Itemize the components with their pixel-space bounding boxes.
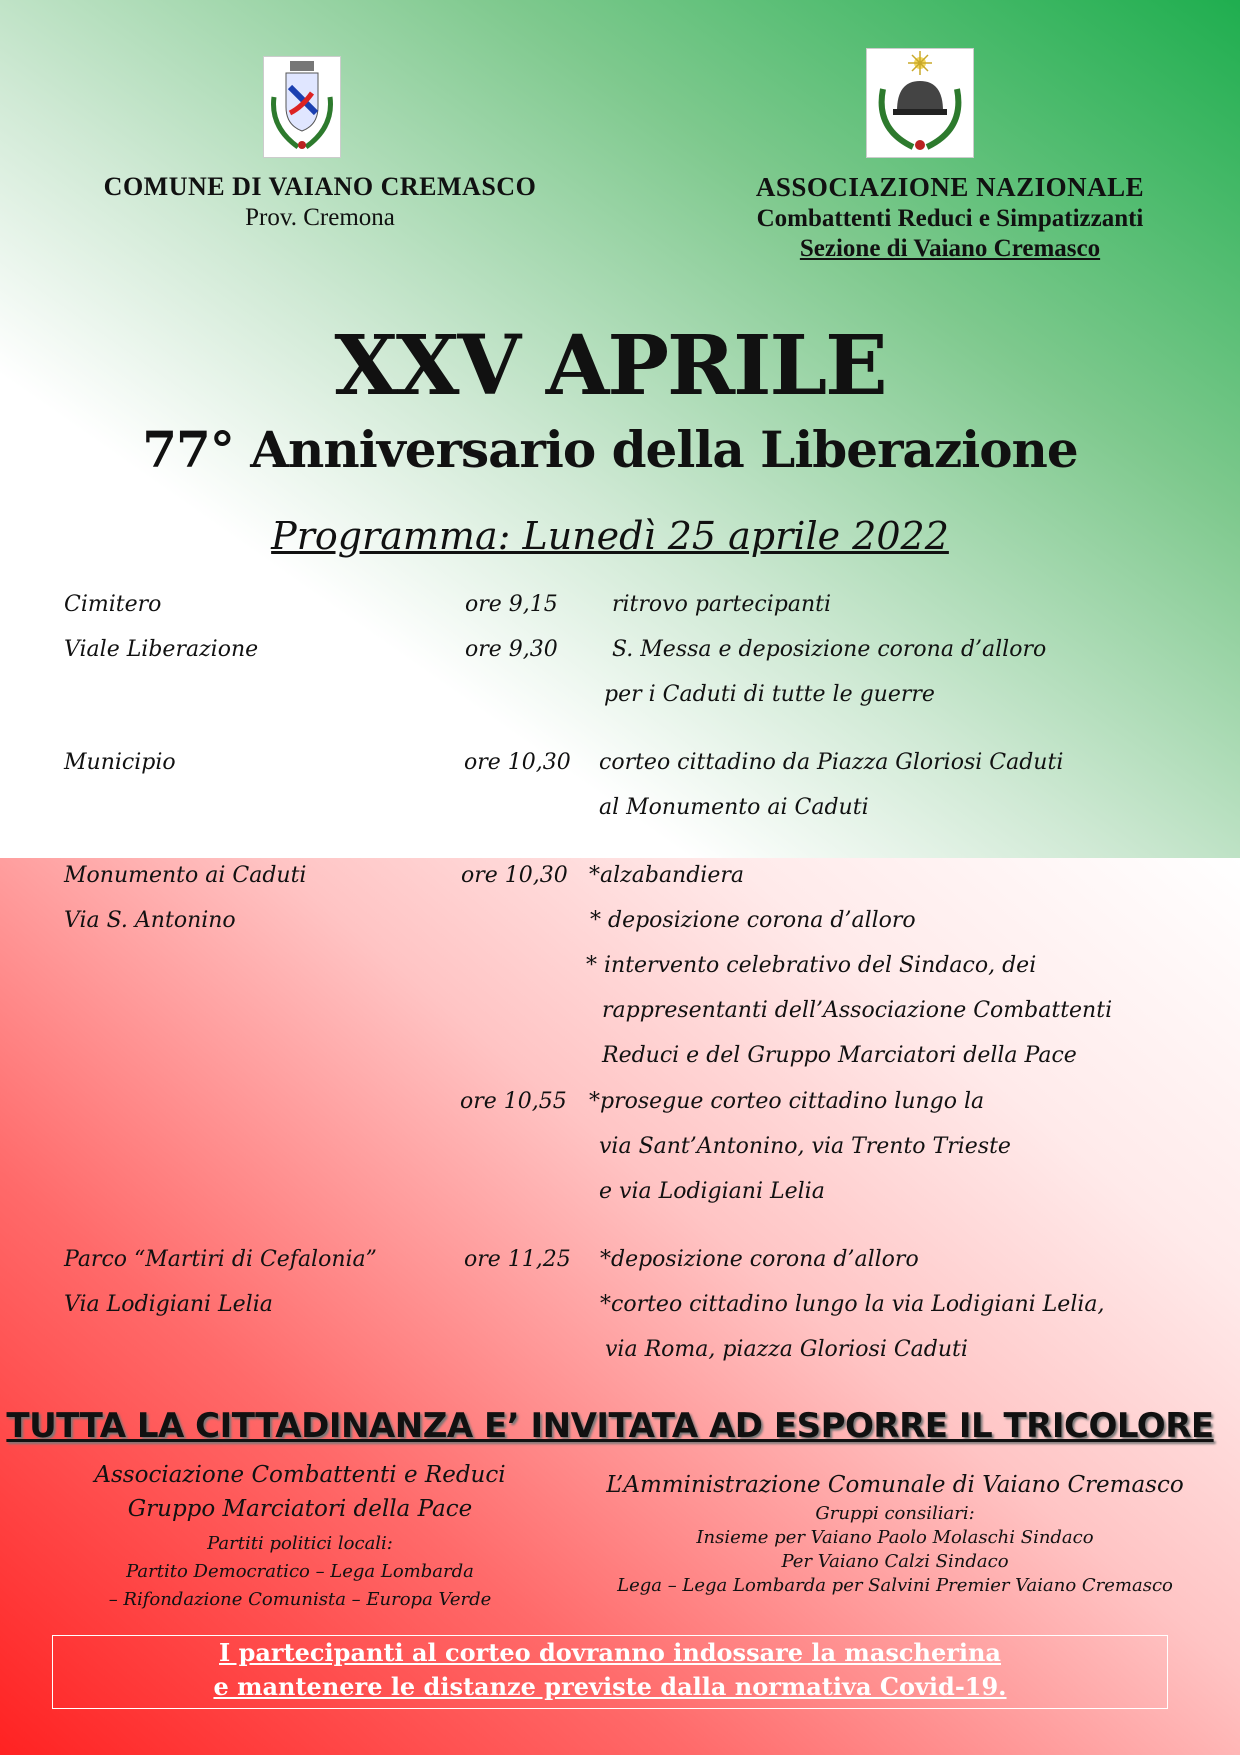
program-place: Viale Liberazione [64,637,259,662]
sig-right-line2: Gruppi consiliari: [815,1503,975,1524]
program-desc: rappresentanti dell’Associazione Combattenti [602,998,1113,1023]
sig-right-line1: L’Amministrazione Comunale di Vaiano Cremasco [606,1472,1184,1498]
association-section: Sezione di Vaiano Cremasco [799,235,1101,262]
header-left [40,172,600,232]
program-desc: *deposizione corona d’alloro [600,1247,919,1272]
program-desc: *prosegue corteo cittadino lungo la [589,1089,985,1114]
page-subtitle: 77° Anniversario della Liberazione [142,420,1078,479]
tricolore-banner: TUTTA LA CITTADINANZA E’ INVITATA AD ESPORRE IL TRICOLORE [6,1406,1214,1446]
program-desc: S. Messa e deposizione corona d’alloro [612,637,1047,662]
program-time: ore 10,30 [461,863,568,888]
sig-left-line3: Partiti politici locali: [207,1533,393,1554]
association-subtitle: Combattenti Reduci e Simpatizzanti [756,205,1144,232]
program-desc: via Roma, piazza Gloriosi Caduti [605,1337,968,1362]
association-emblem-icon [866,48,974,158]
program-place: Parco “Martiri di Cefalonia” [64,1247,377,1272]
sig-right-line3: Insieme per Vaiano Paolo Molaschi Sindaco [696,1527,1094,1548]
comune-coat-of-arms-icon [263,56,341,158]
signature-left [40,1458,560,1614]
program-desc: *corteo cittadino lungo la via Lodigiani Lelia, [600,1292,1105,1317]
sig-right-line4: Per Vaiano Calzi Sindaco [781,1551,1009,1572]
program-desc: Reduci e del Gruppo Marciatori della Pace [602,1043,1077,1068]
covid-notice [52,1635,1168,1709]
program-desc: via Sant’Antonino, via Trento Trieste [599,1134,1011,1159]
program-place: Cimitero [64,592,162,617]
program-desc: * deposizione corona d’alloro [590,908,916,933]
program-place: Via Lodigiani Lelia [64,1292,273,1317]
comune-province: Prov. Cremona [245,204,395,231]
signature-right [585,1468,1205,1598]
programma-heading: Programma: Lunedì 25 aprile 2022 [271,514,949,558]
sig-left-line5: – Rifondazione Comunista – Europa Verde [108,1589,492,1610]
header-right [700,172,1200,263]
program-time: ore 11,25 [464,1247,571,1272]
page-title: XXV APRILE [334,318,886,414]
program-place: Municipio [64,750,176,775]
program-time: ore 9,30 [465,637,558,662]
notice-line2: e mantenere le distanze previste dalla normativa Covid-19. [213,1672,1007,1701]
comune-title: COMUNE DI VAIANO CREMASCO [103,172,537,201]
program-place: Monumento ai Caduti [64,863,307,888]
sig-left-line1: Associazione Combattenti e Reduci [94,1462,506,1488]
sig-left-line4: Partito Democratico – Lega Lombarda [126,1561,474,1582]
program-desc: corteo cittadino da Piazza Gloriosi Caduti [599,750,1064,775]
program-desc: al Monumento ai Caduti [599,795,869,820]
program-desc: e via Lodigiani Lelia [599,1179,825,1204]
program-desc: * intervento celebrativo del Sindaco, dei [586,953,1037,978]
sig-left-line2: Gruppo Marciatori della Pace [127,1496,473,1522]
notice-line1: I partecipanti al corteo dovranno indossare la mascherina [219,1638,1001,1667]
sig-right-line5: Lega – Lega Lombarda per Salvini Premier Vaiano Cremasco [617,1575,1173,1596]
program-time: ore 9,15 [465,592,558,617]
program-time: ore 10,55 [460,1089,567,1114]
program-desc: *alzabandiera [589,863,744,888]
program-time: ore 10,30 [464,750,571,775]
program-desc: per i Caduti di tutte le guerre [604,682,935,707]
program-place: Via S. Antonino [64,908,236,933]
program-desc: ritrovo partecipanti [612,592,832,617]
association-title: ASSOCIAZIONE NAZIONALE [755,172,1145,202]
